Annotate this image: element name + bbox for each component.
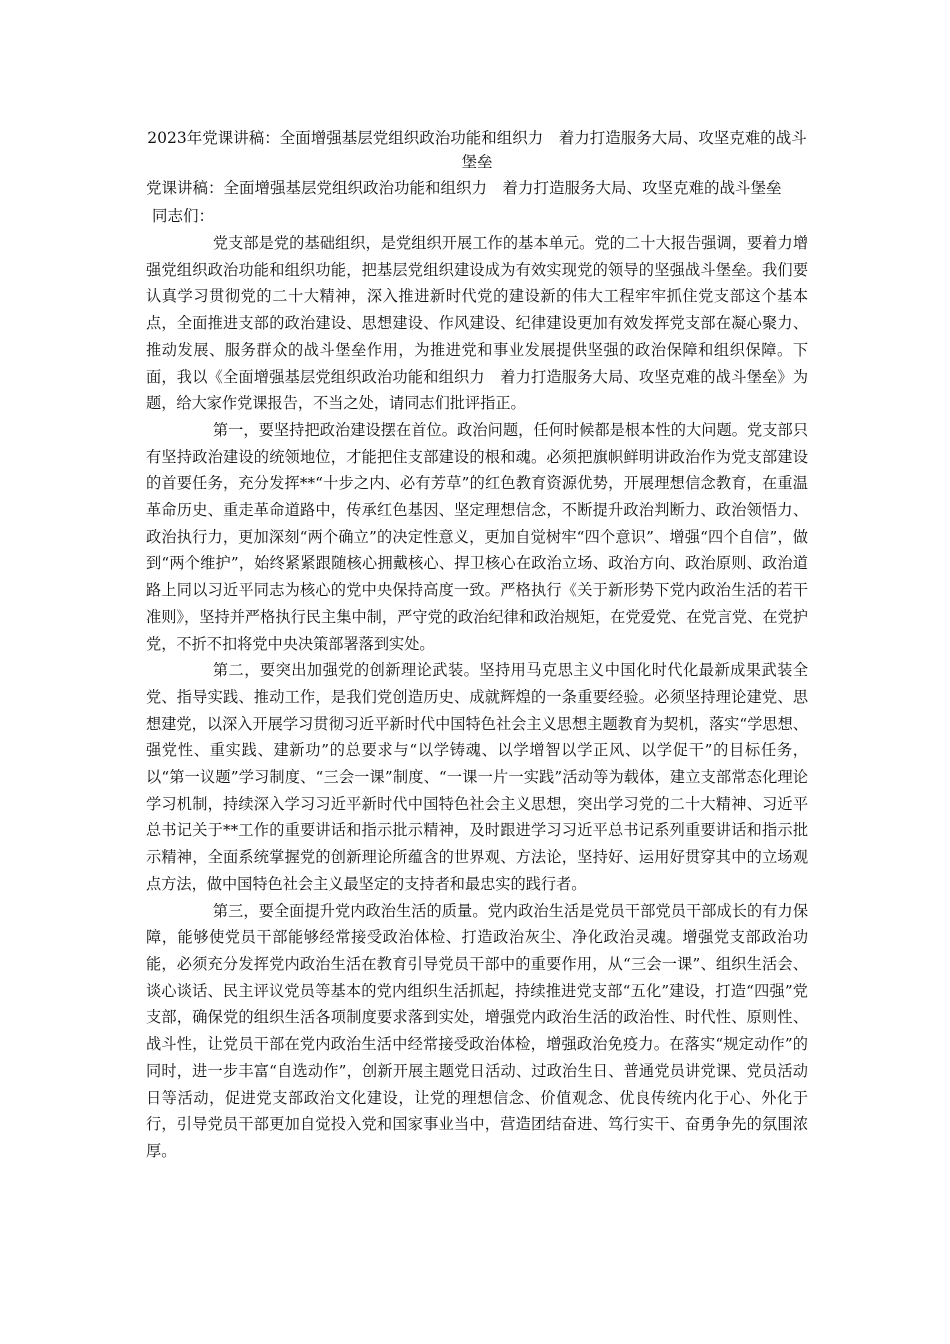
paragraph-second-point: 第二，要突出加强党的创新理论武装。坚持用马克思主义中国化时代化最新成果武装全党、指导实践、推动工作，是我们党创造历史、成就辉煌的一条重要经验。必须坚持理论建党、思想建党，以深入开展学习贯彻习近平新时代中国特色社会主义思想主题教育为契机，落实“学思想、强党性、重实践、建新功”的总要求与“以学铸魂、以学增智以学正风、以学促干”的目标任务，以“第一议题”学习制度、“三会一课”制度、“一课一片一实践”活动等为载体，建立支部常态化理论学习机制，持续深入学习习近平新时代中国特色社会主义思想，突出学习党的二十大精神、习近平总书记关于**工作的重要讲话和指示批示精神，及时跟进学习习近平总书记系列重要讲话和指示批示精神，全面系统掌握党的创新理论所蕴含的世界观、方法论，坚持好、运用好贯穿其中的立场观点方法，做中国特色社会主义最坚定的支持者和最忠实的践行者。 [146,661,808,893]
document-page [146,126,808,1165]
paragraph-first-point: 第一，要坚持把政治建设摆在首位。政治问题，任何时候都是根本性的大问题。党支部只有坚持政治建设的统领地位，才能把住支部建设的根和魂。必须把旗帜鲜明讲政治作为党支部建设的首要任务，充分发挥**“十步之内、必有芳草”的红色教育资源优势，开展理想信念教育，在重温革命历史、重走革命道路中，传承红色基因、坚定理想信念，不断提升政治判断力、政治领悟力、政治执行力，更加深刻“两个确立”的决定性意义，更加自觉树牢“四个意识”、增强“四个自信”，做到“两个维护”，始终紧紧跟随核心拥戴核心、捍卫核心在政治立场、政治方向、政治原则、政治道路上同以习近平同志为核心的党中央保持高度一致。严格执行《关于新形势下党内政治生活的若干准则》，坚持并严格执行民主集中制，严守党的政治纪律和政治规矩，在党爱党、在党言党、在党护党，不折不扣将党中央决策部署落到实处。 [146,420,808,653]
document-subtitle: 党课讲稿：全面增强基层党组织政治功能和组织力 着力打造服务大局、攻坚克难的战斗堡垒 [146,179,782,197]
paragraph-third-point: 第三，要全面提升党内政治生活的质量。党内政治生活是党员干部党员干部成长的有力保障，能够使党员干部能够经常接受政治体检、打造政治灰尘、净化政治灵魂。增强党支部政治功能，必须充分发挥党内政治生活在教育引导党员干部中的重要作用，从“三会一课”、组织生活会、谈心谈话、民主评议党员等基本的党内组织生活抓起，持续推进党支部“五化”建设，打造“四强”党支部，确保党的组织生活各项制度要求落到实处，增强党内政治生活的政治性、时代性、原则性、战斗性，让党员干部在党内政治生活中经常接受政治体检，增强政治免疫力。在落实“规定动作”的同时，进一步丰富“自选动作”，创新开展主题党日活动、过政治生日、普通党员讲党课、党员活动日等活动，促进党支部政治文化建设，让党的理想信念、价值观念、优良传统内化于心、外化于行，引导党员干部更加自觉投入党和国家事业当中，营造团结奋进、笃行实干、奋勇争先的氛围浓厚。 [146,901,808,1160]
paragraph-intro: 党支部是党的基础组织，是党组织开展工作的基本单元。党的二十大报告强调，要着力增强党组织政治功能和组织功能，把基层党组织建设成为有效实现党的领导的坚强战斗堡垒。我们要认真学习贯彻党的二十大精神，深入推进新时代党的建设新的伟大工程牢牢抓住党支部这个基本点，全面推进支部的政治建设、思想建设、作风建设、纪律建设更加有效发挥党支部在凝心聚力、推动发展、服务群众的战斗堡垒作用，为推进党和事业发展提供坚强的政治保障和组织保障。下面，我以《全面增强基层党组织政治功能和组织力 着力打造服务大局、攻坚克难的战斗堡垒》为题，给大家作党课报告，不当之处，请同志们批评指正。 [146,234,808,413]
greeting: 同志们： [152,207,215,225]
document-title: 2023年党课讲稿：全面增强基层党组织政治功能和组织力 着力打造服务大局、攻坚克难的战斗堡垒 [147,129,807,171]
